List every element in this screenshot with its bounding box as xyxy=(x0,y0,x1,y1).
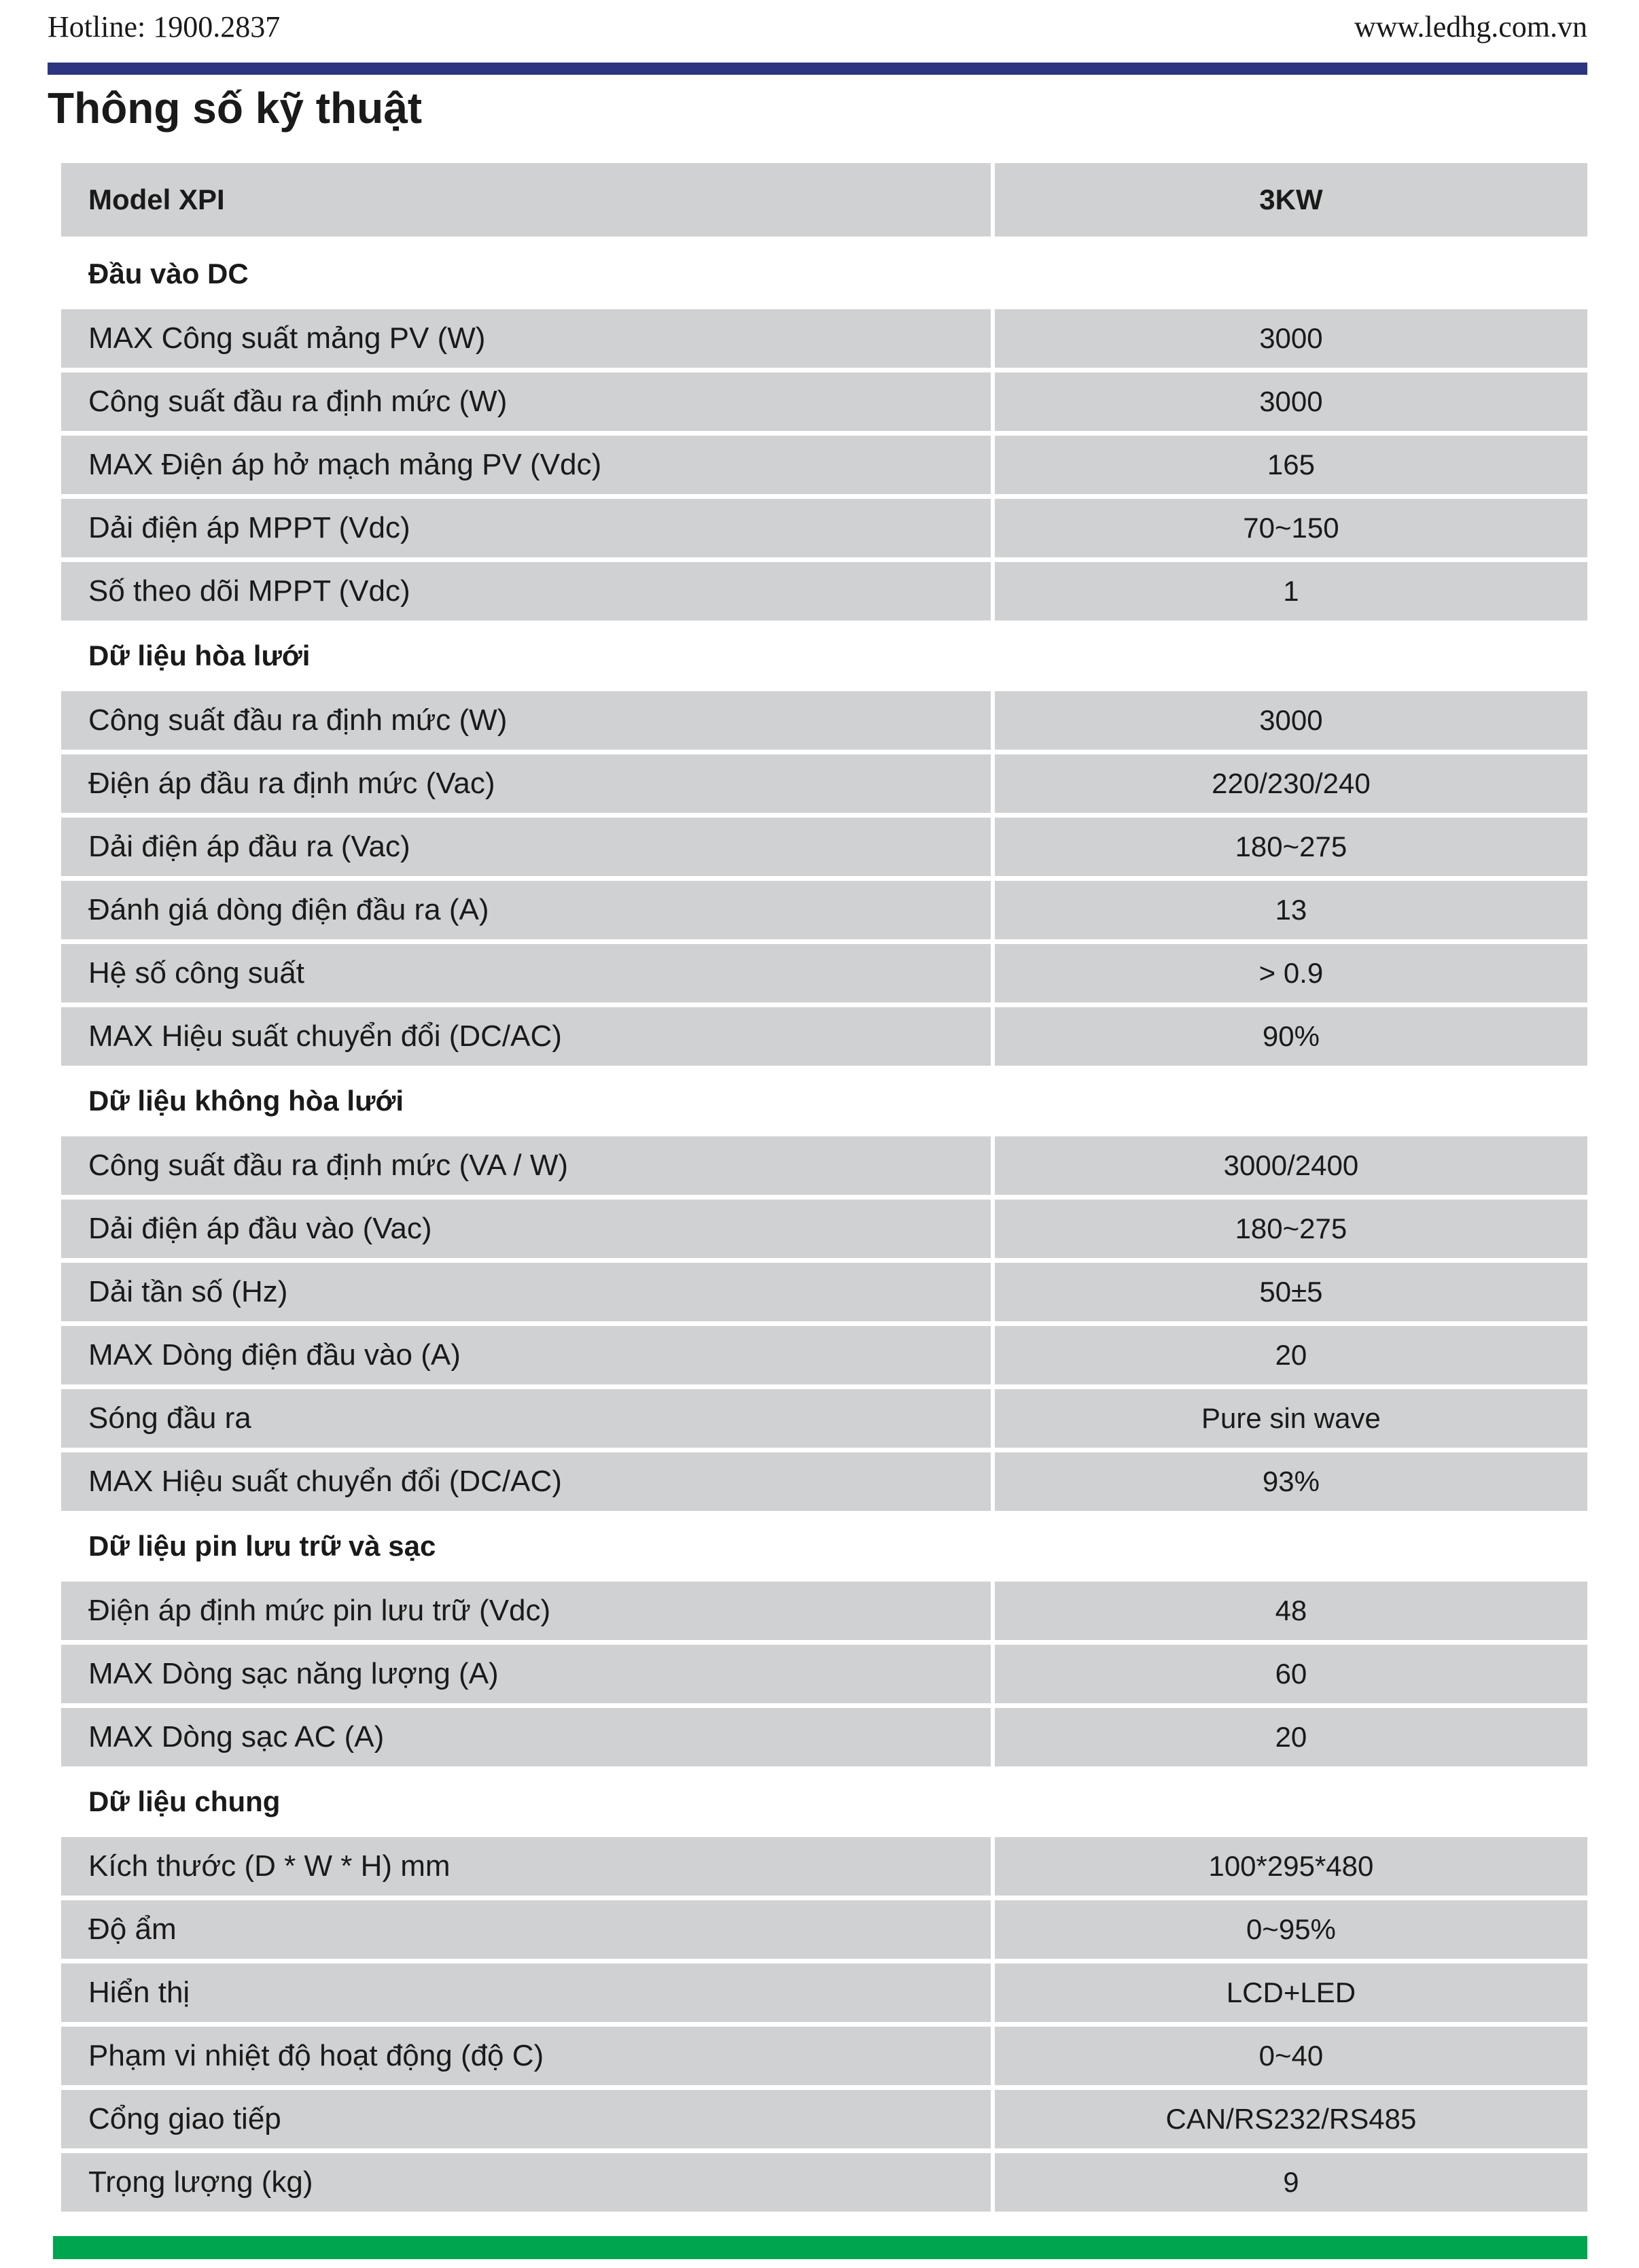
table-row xyxy=(61,754,1587,813)
spec-label: Trọng lượng (kg) xyxy=(61,2153,991,2212)
spec-label: Điện áp định mức pin lưu trữ (Vdc) xyxy=(61,1582,991,1640)
spec-label: Công suất đầu ra định mức (W) xyxy=(61,691,991,750)
section-header xyxy=(61,1516,1587,1577)
section-title: Dữ liệu chung xyxy=(88,1785,281,1817)
spec-value: 13 xyxy=(995,881,1587,939)
spec-label: Hệ số công suất xyxy=(61,944,991,1002)
spec-value: 20 xyxy=(995,1708,1587,1766)
table-row xyxy=(61,1136,1587,1195)
spec-label: MAX Dòng sạc AC (A) xyxy=(61,1708,991,1766)
spec-label: Công suất đầu ra định mức (VA / W) xyxy=(61,1136,991,1195)
spec-value: 3000/2400 xyxy=(995,1136,1587,1195)
model-value: 3KW xyxy=(995,163,1587,237)
spec-value: LCD+LED xyxy=(995,1964,1587,2022)
table-row xyxy=(61,1837,1587,1896)
table-row xyxy=(61,1326,1587,1384)
section-header xyxy=(61,1070,1587,1132)
table-row xyxy=(61,372,1587,431)
spec-value: 70~150 xyxy=(995,499,1587,557)
table-row xyxy=(61,499,1587,557)
hotline-text: Hotline: 1900.2837 xyxy=(48,10,281,43)
spec-value: 20 xyxy=(995,1326,1587,1384)
section-title: Dữ liệu không hòa lưới xyxy=(88,1085,404,1117)
spec-sections xyxy=(61,243,1587,2212)
table-row xyxy=(61,2027,1587,2085)
table-row xyxy=(61,2153,1587,2212)
spec-value: 1 xyxy=(995,562,1587,621)
spec-label: Dải tần số (Hz) xyxy=(61,1263,991,1321)
table-row xyxy=(61,691,1587,750)
spec-label: Công suất đầu ra định mức (W) xyxy=(61,372,991,431)
table-row xyxy=(61,944,1587,1002)
spec-label: Sóng đầu ra xyxy=(61,1389,991,1448)
table-row xyxy=(61,1645,1587,1703)
table-row xyxy=(61,1964,1587,2022)
spec-label: Kích thước (D * W * H) mm xyxy=(61,1837,991,1896)
spec-value: 220/230/240 xyxy=(995,754,1587,813)
spec-value: 3000 xyxy=(995,372,1587,431)
spec-label: Phạm vi nhiệt độ hoạt động (độ C) xyxy=(61,2027,991,2085)
footer-bar xyxy=(53,2236,1587,2259)
spec-label: Độ ẩm xyxy=(61,1900,991,1959)
table-row xyxy=(61,1582,1587,1640)
spec-label: Dải điện áp MPPT (Vdc) xyxy=(61,499,991,557)
table-row xyxy=(61,1708,1587,1766)
spec-label: Dải điện áp đầu ra (Vac) xyxy=(61,818,991,876)
spec-value: 50±5 xyxy=(995,1263,1587,1321)
spec-label: MAX Dòng sạc năng lượng (A) xyxy=(61,1645,991,1703)
spec-label: MAX Hiệu suất chuyển đổi (DC/AC) xyxy=(61,1007,991,1066)
spec-value: 165 xyxy=(995,436,1587,494)
section-header xyxy=(61,243,1587,304)
spec-value: 93% xyxy=(995,1452,1587,1511)
model-row xyxy=(61,163,1587,237)
spec-label: Cổng giao tiếp xyxy=(61,2090,991,2148)
table-row xyxy=(61,1200,1587,1258)
table-row xyxy=(61,1452,1587,1511)
spec-value: 90% xyxy=(995,1007,1587,1066)
spec-label: MAX Công suất mảng PV (W) xyxy=(61,309,991,368)
spec-label: Dải điện áp đầu vào (Vac) xyxy=(61,1200,991,1258)
table-row xyxy=(61,2090,1587,2148)
spec-label: MAX Hiệu suất chuyển đổi (DC/AC) xyxy=(61,1452,991,1511)
spec-value: 48 xyxy=(995,1582,1587,1640)
spec-label: Điện áp đầu ra định mức (Vac) xyxy=(61,754,991,813)
table-row xyxy=(61,1389,1587,1448)
section-header xyxy=(61,625,1587,686)
spec-value: 9 xyxy=(995,2153,1587,2212)
page-header xyxy=(48,0,1587,75)
section-title: Đầu vào DC xyxy=(88,258,249,290)
spec-value: 180~275 xyxy=(995,1200,1587,1258)
section-title: Dữ liệu pin lưu trữ và sạc xyxy=(88,1530,436,1562)
spec-value: > 0.9 xyxy=(995,944,1587,1002)
section-title: Dữ liệu hòa lưới xyxy=(88,640,311,671)
spec-label: Hiển thị xyxy=(61,1964,991,2022)
table-row xyxy=(61,562,1587,621)
spec-label: Số theo dõi MPPT (Vdc) xyxy=(61,562,991,621)
spec-value: 60 xyxy=(995,1645,1587,1703)
spec-value: 100*295*480 xyxy=(995,1837,1587,1896)
table-row xyxy=(61,1900,1587,1959)
page-title: Thông số kỹ thuật xyxy=(48,84,423,133)
table-row xyxy=(61,1263,1587,1321)
spec-label: Đánh giá dòng điện đầu ra (A) xyxy=(61,881,991,939)
table-row xyxy=(61,436,1587,494)
spec-value: Pure sin wave xyxy=(995,1389,1587,1448)
spec-value: 3000 xyxy=(995,691,1587,750)
spec-value: 0~40 xyxy=(995,2027,1587,2085)
spec-value: 3000 xyxy=(995,309,1587,368)
model-label: Model XPI xyxy=(61,163,991,237)
table-row xyxy=(61,881,1587,939)
spec-label: MAX Dòng điện đầu vào (A) xyxy=(61,1326,991,1384)
section-header xyxy=(61,1771,1587,1832)
website-text: www.ledhg.com.vn xyxy=(1354,10,1587,43)
table-row xyxy=(61,1007,1587,1066)
spec-value: CAN/RS232/RS485 xyxy=(995,2090,1587,2148)
spec-value: 0~95% xyxy=(995,1900,1587,1959)
spec-value: 180~275 xyxy=(995,818,1587,876)
spec-label: MAX Điện áp hở mạch mảng PV (Vdc) xyxy=(61,436,991,494)
spec-table xyxy=(61,163,1587,2216)
table-row xyxy=(61,818,1587,876)
table-row xyxy=(61,309,1587,368)
